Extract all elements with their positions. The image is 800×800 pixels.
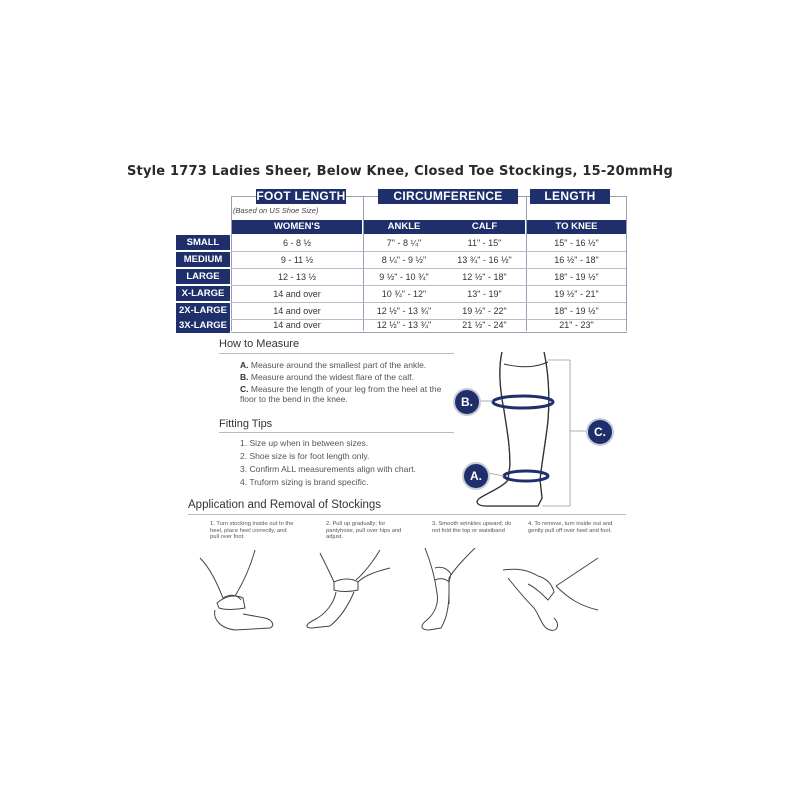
knee-cell: 19 ½" - 21" (554, 289, 599, 299)
calf-cell: 21 ½" - 24" (462, 320, 507, 330)
ankle-cell: 8 ¼" - 9 ½" (381, 255, 427, 265)
measure-item-b (240, 373, 456, 383)
section-rule (188, 514, 626, 515)
fitting-tips-heading: Fitting Tips (219, 418, 273, 430)
section-rule (219, 432, 454, 433)
tip-text: Shoe size is for foot length only. (249, 451, 370, 461)
ankle-cell: 10 ¾" - 12" (381, 289, 427, 299)
section-rule (219, 353, 454, 354)
ankle-cell: 12 ½" - 13 ¾" (376, 306, 432, 316)
application-heading: Application and Removal of Stockings (188, 499, 382, 511)
step-4-illustration (498, 548, 608, 633)
step-1-illustration (195, 548, 295, 633)
group-header-foot-length: FOOT LENGTH (256, 189, 346, 203)
size-label: MEDIUM (176, 252, 230, 267)
step-2-text: 2. Pull up gradually; for pantyhose, pull over hips and adjust. (326, 521, 402, 541)
tip-num: 3. (240, 464, 248, 474)
size-label: X-LARGE (176, 286, 230, 301)
chart-rule (231, 332, 627, 333)
calf-cell: 13" - 19" (467, 289, 502, 299)
step-4-text: 4. To remove, turn inside out and gently pull off over heel and foot. (528, 521, 613, 534)
tip-text: Confirm ALL measurements align with chart. (249, 464, 416, 474)
womens-cell: 9 - 11 ½ (280, 255, 314, 265)
chart-rule (346, 196, 378, 197)
badge-a: A. (462, 462, 490, 490)
step-2-illustration (300, 548, 400, 633)
size-label: LARGE (176, 269, 230, 284)
group-header-circumference: CIRCUMFERENCE (378, 189, 518, 204)
calf-cell: 11" - 15" (467, 238, 502, 248)
womens-cell: 14 and over (273, 306, 321, 316)
tip-item (240, 452, 369, 462)
page-title: Style 1773 Ladies Sheer, Below Knee, Closed Toe Stockings, 15-20mmHg (126, 164, 673, 179)
knee-cell: 15" - 16 ½" (554, 238, 599, 248)
step-3-illustration (405, 548, 505, 633)
column-header-calf: CALF (471, 221, 498, 232)
size-label: 3X-LARGE (176, 318, 230, 333)
item-text: Measure the length of your leg from the heel at the floor to the bend in the knee. (240, 384, 442, 404)
chart-rule (626, 196, 627, 331)
tip-item (240, 478, 369, 488)
chart-rule (518, 196, 530, 197)
item-letter: A. (240, 360, 249, 370)
tip-text: Truform sizing is brand specific. (249, 477, 369, 487)
tip-item (240, 465, 416, 475)
item-text: Measure around the widest flare of the calf. (250, 372, 414, 382)
calf-cell: 12 ½" - 18" (462, 272, 507, 282)
womens-cell: 6 - 8 ½ (282, 238, 311, 248)
measure-item-a (240, 361, 456, 371)
calf-cell: 13 ¾" - 16 ½" (457, 255, 512, 265)
ankle-cell: 12 ½" - 13 ¾" (376, 320, 432, 330)
calf-cell: 19 ½" - 22" (462, 306, 507, 316)
size-label: 2X-LARGE (176, 303, 230, 318)
chart-rule (610, 196, 626, 197)
womens-cell: 14 and over (273, 320, 321, 330)
foot-length-note: (Based on US Shoe Size) (233, 206, 319, 215)
step-3-text: 3. Smooth wrinkles upward; do not fold the top or waistband (432, 521, 512, 534)
measure-item-c (240, 385, 456, 404)
chart-rule (231, 196, 256, 197)
item-letter: B. (240, 372, 249, 382)
column-header-ankle: ANKLE (387, 221, 421, 232)
badge-c: C. (586, 418, 614, 446)
womens-cell: 12 - 13 ½ (277, 272, 317, 282)
group-header-length: LENGTH (530, 189, 610, 204)
tip-num: 4. (240, 477, 248, 487)
size-label: SMALL (176, 235, 230, 250)
tip-item (240, 439, 368, 449)
how-to-measure-heading: How to Measure (219, 338, 300, 350)
item-letter: C. (240, 384, 249, 394)
tip-num: 1. (240, 438, 248, 448)
knee-cell: 21" - 23" (559, 320, 594, 330)
step-1-text: 1. Turn stocking inside out to the heel, place heel correctly, and pull over foot. (210, 521, 294, 541)
badge-b: B. (453, 388, 481, 416)
tip-num: 2. (240, 451, 248, 461)
tip-text: Size up when in between sizes. (249, 438, 369, 448)
womens-cell: 14 and over (273, 289, 321, 299)
ankle-cell: 7" - 8 ¼" (386, 238, 422, 248)
item-text: Measure around the smallest part of the ankle. (250, 360, 427, 370)
knee-cell: 18" - 19 ½" (554, 306, 599, 316)
ankle-cell: 9 ½" - 10 ¾" (379, 272, 429, 282)
column-header-womens: WOMEN'S (273, 221, 321, 232)
knee-cell: 18" - 19 ½" (554, 272, 599, 282)
column-header-to-knee: TO KNEE (555, 221, 598, 232)
knee-cell: 16 ½" - 18" (554, 255, 599, 265)
